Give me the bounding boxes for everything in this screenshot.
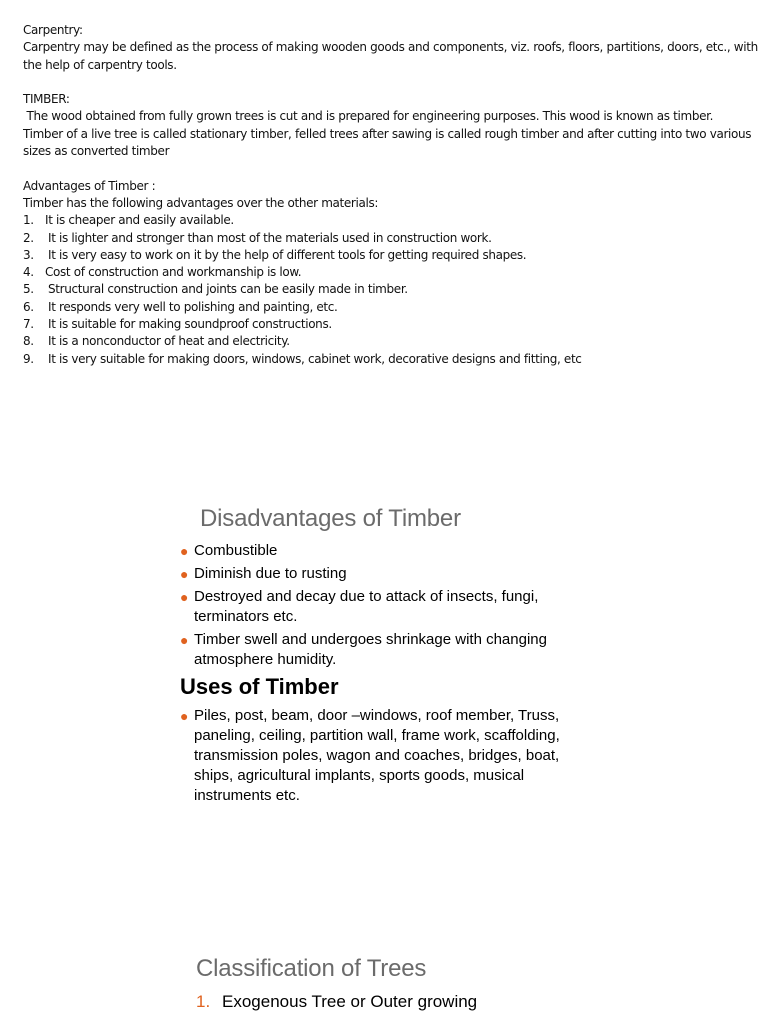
list-item: 1. It is cheaper and easily available.: [23, 213, 234, 228]
disadvantages-slide: [178, 505, 598, 809]
list-item: ● Piles, post, beam, door –windows, roof member, Truss, paneling, ceiling, partition wall, frame work, scaffolding, transmission poles, wagon and coaches, bridges, boat, ships, agricultural implants, sports goods, musical instruments etc.: [180, 707, 560, 804]
disadvantages-title: Disadvantages of Timber: [200, 505, 461, 532]
bullet-icon: ●: [180, 589, 189, 605]
bullet-icon: ●: [180, 632, 189, 648]
document-text: [23, 22, 763, 368]
list-item: 3. It is very easy to work on it by the help of different tools for getting required shapes.: [23, 247, 527, 262]
list-item: 1. Exogenous Tree or Outer growing: [196, 992, 478, 1011]
classification-title: Classification of Trees: [196, 955, 427, 982]
list-item: 8. It is a nonconductor of heat and electricity.: [23, 334, 290, 349]
list-item: 5. Structural construction and joints can be easily made in timber.: [23, 282, 408, 297]
list-item: 4. Cost of construction and workmanship is low.: [23, 265, 302, 280]
bullet-icon: ●: [180, 543, 189, 559]
timber-line-2: Timber of a live tree is called stationary timber, felled trees after sawing is called rough timber and after cutting into two various sizes as converted timber: [23, 126, 752, 159]
carpentry-heading: Carpentry:: [23, 23, 83, 37]
classification-slide: [178, 955, 598, 1013]
carpentry-text: Carpentry may be defined as the process of making wooden goods and components, viz. roofs, floors, partitions, doors, etc., with the help of carpentry tools.: [23, 40, 758, 72]
classification-list: [196, 991, 598, 1013]
uses-heading: Uses of Timber: [180, 674, 339, 699]
list-item: 7. It is suitable for making soundproof constructions.: [23, 317, 332, 332]
list-item: ● Combustible: [180, 542, 278, 559]
list-item: 9. It is very suitable for making doors, windows, cabinet work, decorative designs and fitting, etc: [23, 351, 582, 366]
bullet-icon: ●: [180, 708, 189, 724]
list-item: 2. It is lighter and stronger than most of the materials used in construction work.: [23, 230, 492, 245]
uses-list: [178, 706, 598, 806]
disadvantages-list: [178, 541, 598, 670]
timber-heading: TIMBER:: [23, 92, 70, 107]
list-item: ● Diminish due to rusting: [180, 565, 347, 582]
list-item: 6. It responds very well to polishing and painting, etc.: [23, 299, 338, 314]
list-item: ● Destroyed and decay due to attack of insects, fungi, terminators etc.: [180, 588, 539, 625]
advantages-intro: Timber has the following advantages over the other materials:: [23, 195, 379, 210]
list-item: ● Timber swell and undergoes shrinkage with changing atmosphere humidity.: [180, 631, 547, 668]
timber-line-1: The wood obtained from fully grown trees is cut and is prepared for engineering purposes. This wood is known as timber.: [23, 109, 714, 124]
advantages-list: [23, 212, 763, 368]
bullet-icon: ●: [180, 566, 189, 582]
advantages-heading: Advantages of Timber :: [23, 178, 156, 193]
